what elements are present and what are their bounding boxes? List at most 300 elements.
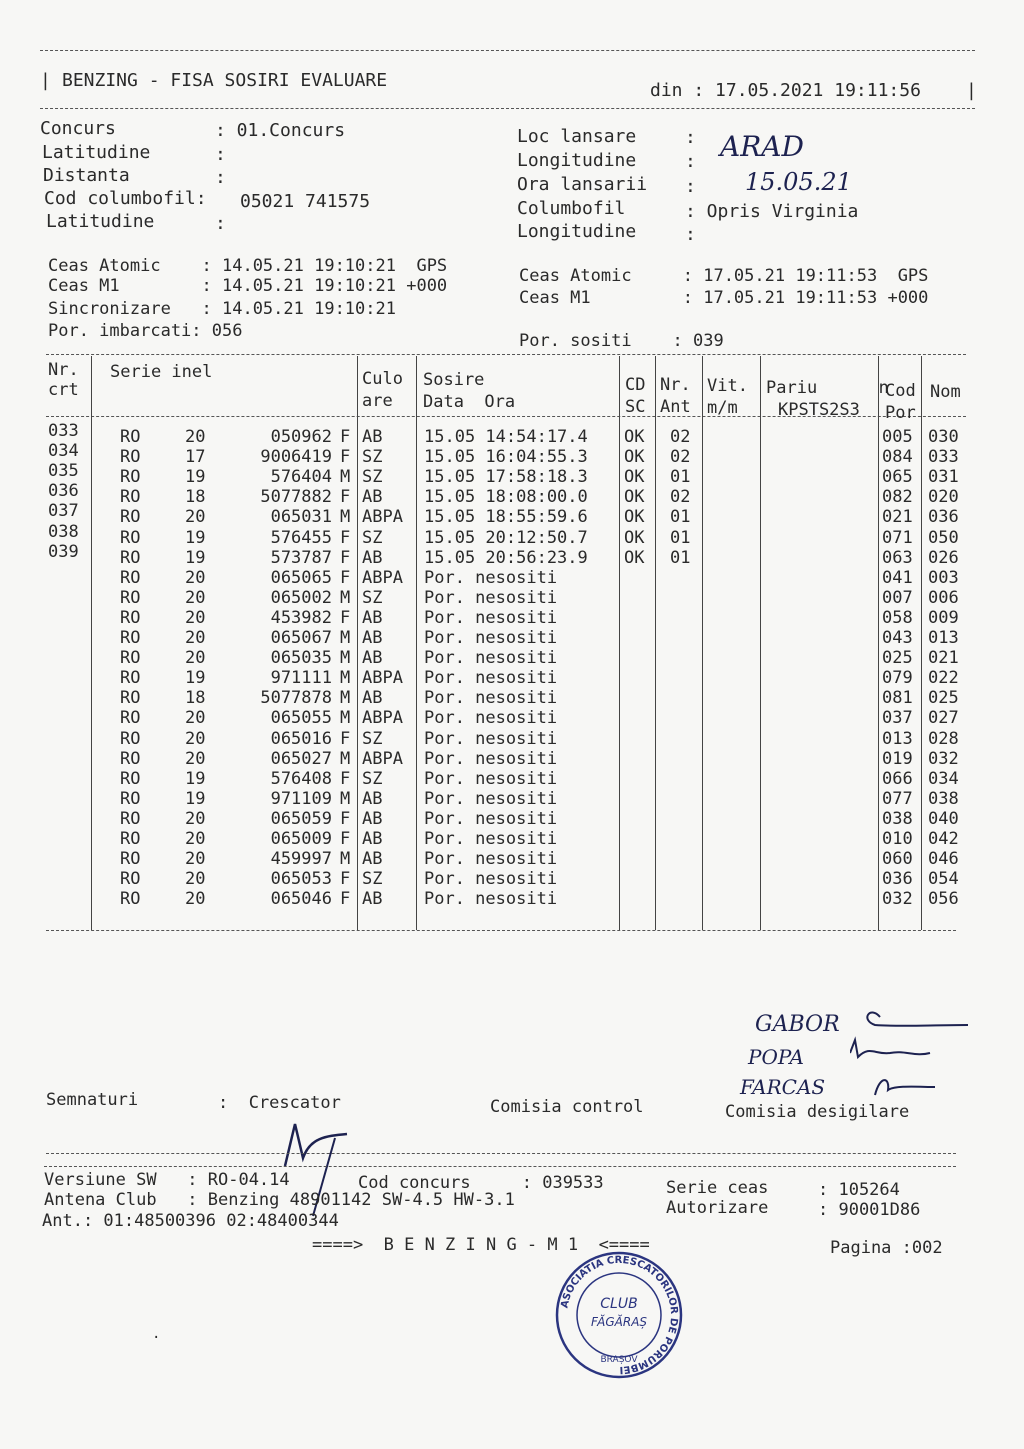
cell-sex: M xyxy=(340,708,351,729)
info-label: Columbofil xyxy=(517,198,626,219)
info-value: : xyxy=(685,224,696,245)
cell-color: AB xyxy=(362,849,383,870)
table-row xyxy=(0,668,1024,688)
cell-color: ABPA xyxy=(362,567,403,588)
cell-arrival: Por. nesositi xyxy=(424,567,558,588)
cell-color: ABPA xyxy=(362,748,403,769)
cell-ring: 573787 xyxy=(270,547,332,568)
cell-nr-ant: 01 xyxy=(670,507,691,528)
cell-nom: 040 xyxy=(928,808,959,829)
cell-nom: 033 xyxy=(928,447,959,468)
cell-arrival: Por. nesositi xyxy=(424,728,558,749)
cell-country: RO xyxy=(120,487,141,508)
cell-arrival: 15.05 17:58:18.3 xyxy=(424,467,588,488)
table-row xyxy=(0,608,1024,628)
footer-serie-ceas-value: : 105264 xyxy=(818,1180,900,1200)
cell-ring: 459997 xyxy=(270,849,332,870)
cell-color: AB xyxy=(362,829,383,849)
cell-year: 19 xyxy=(185,788,206,809)
footer-version: Versiune SW : RO-04.14 xyxy=(44,1170,290,1190)
cell-cod-por: 019 xyxy=(882,748,913,769)
cell-cod-por: 007 xyxy=(882,587,913,608)
signature-comisia-control: Comisia control xyxy=(490,1097,644,1117)
cell-cod-por: 066 xyxy=(882,768,913,789)
cell-sex: F xyxy=(340,869,351,890)
cell-sex: M xyxy=(340,648,351,669)
cell-ring: 453982 xyxy=(270,607,332,628)
cell-nr-crt: 035 xyxy=(48,461,79,482)
cell-nom: 032 xyxy=(928,748,959,769)
cell-year: 20 xyxy=(185,829,206,849)
cell-cd-sc: OK xyxy=(624,487,645,508)
cell-arrival: 15.05 18:08:00.0 xyxy=(424,487,588,508)
cell-year: 20 xyxy=(185,748,206,769)
cell-color: AB xyxy=(362,547,383,568)
cell-country: RO xyxy=(120,668,141,689)
table-row xyxy=(0,421,1024,447)
cell-arrival: Por. nesositi xyxy=(424,849,558,870)
cell-country: RO xyxy=(120,768,141,789)
cell-arrival: Por. nesositi xyxy=(424,587,558,608)
cell-year: 20 xyxy=(185,708,206,729)
cell-color: SZ xyxy=(362,467,383,488)
table-row xyxy=(0,568,1024,588)
cell-cod-por: 063 xyxy=(882,547,913,568)
commission-signature-strokes xyxy=(850,995,980,1105)
cell-ring: 576455 xyxy=(270,527,332,548)
cell-country: RO xyxy=(120,808,141,829)
clock-left-line: Por. imbarcati: 056 xyxy=(48,321,243,341)
table-row xyxy=(0,729,1024,749)
cell-ring: 065002 xyxy=(270,587,332,608)
footer-cod-concurs: Cod concurs : 039533 xyxy=(358,1173,604,1193)
cell-nom: 022 xyxy=(928,668,959,689)
cell-cod-por: 010 xyxy=(882,829,913,849)
cell-nom: 009 xyxy=(928,607,959,628)
info-label: Longitudine xyxy=(517,150,637,171)
cell-color: SZ xyxy=(362,527,383,548)
info-label: Concurs xyxy=(40,118,116,139)
cell-arrival: Por. nesositi xyxy=(424,869,558,890)
cell-sex: F xyxy=(340,889,351,910)
cell-country: RO xyxy=(120,788,141,809)
cell-ring: 065009 xyxy=(270,829,332,849)
table-row xyxy=(0,628,1024,648)
cell-year: 20 xyxy=(185,648,206,669)
cell-color: AB xyxy=(362,607,383,628)
cell-cod-por: 082 xyxy=(882,487,913,508)
cell-color: ABPA xyxy=(362,507,403,528)
footer-autorizare-label: Autorizare xyxy=(666,1198,769,1218)
header-culoare: Culo are xyxy=(362,369,403,411)
cell-year: 20 xyxy=(185,607,206,628)
table-row xyxy=(0,889,1024,909)
cell-cd-sc: OK xyxy=(624,547,645,568)
cell-arrival: Por. nesositi xyxy=(424,808,558,829)
table-row xyxy=(0,501,1024,528)
cell-cd-sc: OK xyxy=(624,527,645,548)
header-top-rule xyxy=(40,50,975,51)
cell-ring: 065035 xyxy=(270,648,332,669)
cell-color: SZ xyxy=(362,587,383,608)
cell-cod-por: 065 xyxy=(882,467,913,488)
footer-serie-ceas-label: Serie ceas xyxy=(666,1178,769,1198)
cell-country: RO xyxy=(120,869,141,890)
header-nr-ant: Nr. Ant xyxy=(660,375,691,417)
cell-country: RO xyxy=(120,447,141,468)
cell-arrival: Por. nesositi xyxy=(424,768,558,789)
cell-country: RO xyxy=(120,547,141,568)
cell-nr-crt: 039 xyxy=(48,541,79,562)
cell-nr-ant: 02 xyxy=(670,427,691,447)
header-cd-sc: CD SC xyxy=(625,375,646,417)
stray-dot: . xyxy=(152,1326,161,1342)
cell-ring: 065059 xyxy=(270,808,332,829)
cell-ring: 065046 xyxy=(270,889,332,910)
cell-nr-ant: 02 xyxy=(670,447,691,468)
cell-nr-crt: 033 xyxy=(48,421,79,441)
cell-cod-por: 025 xyxy=(882,648,913,669)
cell-arrival: Por. nesositi xyxy=(424,648,558,669)
cell-color: ABPA xyxy=(362,668,403,689)
cell-year: 20 xyxy=(185,628,206,648)
cell-ring: 9006419 xyxy=(260,447,332,468)
signature-crescator: : Crescator xyxy=(218,1093,341,1113)
cell-cod-por: 013 xyxy=(882,728,913,749)
handwritten-loc-lansare: ARAD xyxy=(720,130,804,163)
cell-nom: 027 xyxy=(928,708,959,729)
info-value: : xyxy=(215,213,226,234)
table-row xyxy=(0,481,1024,508)
table-row xyxy=(0,461,1024,488)
cell-nom: 021 xyxy=(928,648,959,669)
cell-year: 19 xyxy=(185,547,206,568)
cell-nom: 034 xyxy=(928,768,959,789)
cell-sex: F xyxy=(340,808,351,829)
cell-arrival: 15.05 20:12:50.7 xyxy=(424,527,588,548)
table-row xyxy=(0,521,1024,548)
cell-nom: 003 xyxy=(928,567,959,588)
cell-nom: 028 xyxy=(928,728,959,749)
cell-nom: 031 xyxy=(928,467,959,488)
cell-nom: 054 xyxy=(928,869,959,890)
cell-cod-por: 084 xyxy=(882,447,913,468)
club-stamp xyxy=(554,1250,684,1380)
cell-year: 20 xyxy=(185,587,206,608)
table-bottom-rule xyxy=(46,930,956,931)
info-value: 05021 741575 xyxy=(240,191,371,212)
cell-country: RO xyxy=(120,748,141,769)
stamp-outer-text: ASOCIATIA CRESCATORILOR DE PORUMBEI xyxy=(559,1254,680,1376)
cell-cd-sc: OK xyxy=(624,467,645,488)
cell-country: RO xyxy=(120,527,141,548)
cell-sex: M xyxy=(340,668,351,689)
cell-sex: F xyxy=(340,547,351,568)
info-value: : xyxy=(685,127,696,148)
cell-ring: 065067 xyxy=(270,628,332,648)
header-nom: Nom xyxy=(930,382,961,402)
cell-cod-por: 079 xyxy=(882,668,913,689)
cell-sex: F xyxy=(340,427,351,447)
cell-country: RO xyxy=(120,648,141,669)
cell-year: 19 xyxy=(185,467,206,488)
table-row xyxy=(0,869,1024,889)
footer-rule xyxy=(44,1166,956,1167)
cell-country: RO xyxy=(120,628,141,648)
cell-year: 20 xyxy=(185,427,206,447)
cell-cod-por: 037 xyxy=(882,708,913,729)
cell-nom: 042 xyxy=(928,829,959,849)
cell-country: RO xyxy=(120,567,141,588)
cell-sex: F xyxy=(340,527,351,548)
cell-nom: 038 xyxy=(928,788,959,809)
info-value: : xyxy=(215,144,226,165)
cell-country: RO xyxy=(120,708,141,729)
table-row xyxy=(0,441,1024,468)
footer-antena: Antena Club : Benzing 48901142 SW-4.5 HW-3.1 xyxy=(44,1190,515,1210)
cell-country: RO xyxy=(120,467,141,488)
cell-ring: 065031 xyxy=(270,507,332,528)
header-cod-por: Cod Por xyxy=(885,381,916,423)
header-serie-inel: Serie inel xyxy=(110,362,213,382)
cell-color: AB xyxy=(362,688,383,709)
clock-right-line: Ceas Atomic : 17.05.21 19:11:53 GPS xyxy=(519,266,929,286)
cell-country: RO xyxy=(120,688,141,709)
page-title: BENZING - FISA SOSIRI EVALUARE xyxy=(62,70,388,91)
cell-color: SZ xyxy=(362,768,383,789)
cell-sex: F xyxy=(340,768,351,789)
table-row xyxy=(0,829,1024,849)
cell-sex: M xyxy=(340,587,351,608)
table-row xyxy=(0,769,1024,789)
cell-sex: F xyxy=(340,607,351,628)
cell-year: 20 xyxy=(185,849,206,870)
cell-country: RO xyxy=(120,427,141,447)
cell-cod-por: 032 xyxy=(882,889,913,910)
table-row xyxy=(0,588,1024,608)
cell-nom: 026 xyxy=(928,547,959,568)
table-row xyxy=(0,688,1024,708)
cell-sex: M xyxy=(340,849,351,870)
cell-year: 20 xyxy=(185,808,206,829)
cell-color: AB xyxy=(362,808,383,829)
info-label: Longitudine xyxy=(517,221,637,242)
cell-cod-por: 058 xyxy=(882,607,913,628)
cell-year: 20 xyxy=(185,728,206,749)
cell-color: SZ xyxy=(362,869,383,890)
cell-arrival: Por. nesositi xyxy=(424,607,558,628)
cell-sex: F xyxy=(340,728,351,749)
cell-arrival: Por. nesositi xyxy=(424,829,558,849)
table-row xyxy=(0,541,1024,568)
stamp-city: FĂGĂRAȘ xyxy=(590,1315,648,1329)
table-row xyxy=(0,789,1024,809)
cell-sex: M xyxy=(340,507,351,528)
header-bottom-rule xyxy=(40,108,975,109)
table-row xyxy=(0,749,1024,769)
cell-ring: 050962 xyxy=(270,427,332,447)
cell-arrival: 15.05 16:04:55.3 xyxy=(424,447,588,468)
cell-country: RO xyxy=(120,507,141,528)
clock-right-line: Ceas M1 : 17.05.21 19:11:53 +000 xyxy=(519,288,929,308)
cell-nr-crt: 038 xyxy=(48,521,79,542)
cell-color: AB xyxy=(362,788,383,809)
cell-arrival: 15.05 18:55:59.6 xyxy=(424,507,588,528)
footer-autorizare-value: : 90001D86 xyxy=(818,1200,921,1220)
cell-year: 18 xyxy=(185,688,206,709)
stamp-club: CLUB xyxy=(600,1296,638,1312)
cell-arrival: Por. nesositi xyxy=(424,708,558,729)
cell-ring: 576404 xyxy=(270,467,332,488)
table-row xyxy=(0,849,1024,869)
page-number: Pagina :002 xyxy=(830,1238,943,1258)
header-vit: Vit. m/m xyxy=(707,376,748,418)
cell-cod-por: 043 xyxy=(882,628,913,648)
cell-color: AB xyxy=(362,648,383,669)
cell-color: SZ xyxy=(362,447,383,468)
signature-comisia-desigilare: Comisia desigilare xyxy=(725,1102,910,1122)
cell-color: ABPA xyxy=(362,708,403,729)
cell-ring: 065055 xyxy=(270,708,332,729)
table-row xyxy=(0,648,1024,668)
cell-nom: 056 xyxy=(928,889,959,910)
table-row xyxy=(0,708,1024,728)
cell-sex: F xyxy=(340,447,351,468)
table-top-rule xyxy=(46,354,966,355)
clock-left-line: Sincronizare : 14.05.21 19:10:21 xyxy=(48,299,396,319)
cell-color: AB xyxy=(362,427,383,447)
cell-ring: 971111 xyxy=(270,668,332,689)
cell-cod-por: 060 xyxy=(882,849,913,870)
cell-cod-por: 021 xyxy=(882,507,913,528)
cell-ring: 065053 xyxy=(270,869,332,890)
cell-arrival: 15.05 14:54:17.4 xyxy=(424,427,588,447)
info-label: Distanta xyxy=(43,165,130,186)
info-value: : 01.Concurs xyxy=(215,120,346,141)
cell-nom: 006 xyxy=(928,587,959,608)
cell-nom: 020 xyxy=(928,487,959,508)
cell-nom: 036 xyxy=(928,507,959,528)
cell-nom: 013 xyxy=(928,628,959,648)
cell-nr-ant: 01 xyxy=(670,467,691,488)
cell-cod-por: 038 xyxy=(882,808,913,829)
table-row xyxy=(0,809,1024,829)
info-value: : xyxy=(685,151,696,172)
header-nr-crt: Nr. crt xyxy=(48,360,79,400)
cell-cod-por: 036 xyxy=(882,869,913,890)
info-value: : Opris Virginia xyxy=(685,201,859,222)
cell-year: 19 xyxy=(185,768,206,789)
cell-nr-crt: 036 xyxy=(48,481,79,502)
cell-sex: F xyxy=(340,487,351,508)
cell-sex: M xyxy=(340,788,351,809)
signature-name: POPA xyxy=(748,1045,804,1069)
info-value: : xyxy=(685,176,696,197)
cell-year: 20 xyxy=(185,889,206,910)
cell-cod-por: 081 xyxy=(882,688,913,709)
cell-country: RO xyxy=(120,728,141,749)
cell-color: AB xyxy=(362,628,383,648)
cell-arrival: 15.05 20:56:23.9 xyxy=(424,547,588,568)
cell-arrival: Por. nesositi xyxy=(424,628,558,648)
cell-color: SZ xyxy=(362,728,383,749)
cell-color: AB xyxy=(362,889,383,910)
cell-color: AB xyxy=(362,487,383,508)
cell-ring: 065065 xyxy=(270,567,332,588)
cell-year: 19 xyxy=(185,527,206,548)
cell-nr-ant: 01 xyxy=(670,547,691,568)
info-value: : xyxy=(215,167,226,188)
cell-year: 20 xyxy=(185,869,206,890)
cell-nom: 030 xyxy=(928,427,959,447)
cell-ring: 5077878 xyxy=(260,688,332,709)
info-label: Latitudine xyxy=(42,142,151,163)
footer-banner: ====> B E N Z I N G - M 1 <==== xyxy=(312,1235,650,1255)
por-sositi: Por. sositi : 039 xyxy=(519,331,724,351)
cell-sex: M xyxy=(340,467,351,488)
cell-nom: 050 xyxy=(928,527,959,548)
cell-ring: 065016 xyxy=(270,728,332,749)
cell-country: RO xyxy=(120,889,141,910)
cell-ring: 5077882 xyxy=(260,487,332,508)
signatures-label: Semnaturi xyxy=(46,1090,139,1110)
report-date: din : 17.05.2021 19:11:56 xyxy=(650,80,921,101)
clock-left-line: Ceas M1 : 14.05.21 19:10:21 +000 xyxy=(48,276,448,296)
cell-cod-por: 041 xyxy=(882,567,913,588)
footer-ant: Ant.: 01:48500396 02:48400344 xyxy=(42,1211,339,1231)
cell-year: 20 xyxy=(185,507,206,528)
cell-arrival: Por. nesositi xyxy=(424,688,558,709)
cell-sex: M xyxy=(340,688,351,709)
cell-nr-ant: 02 xyxy=(670,487,691,508)
header-left-bar: | xyxy=(40,70,51,91)
cell-cd-sc: OK xyxy=(624,447,645,468)
cell-year: 19 xyxy=(185,668,206,689)
signature-name: FARCAS xyxy=(740,1075,826,1099)
cell-nr-crt: 037 xyxy=(48,501,79,522)
cell-arrival: Por. nesositi xyxy=(424,668,558,689)
header-pariu: Pariu n KPSTS2S3 xyxy=(766,378,889,420)
cell-arrival: Por. nesositi xyxy=(424,889,558,910)
cell-country: RO xyxy=(120,607,141,628)
stamp-bottom: BRAȘOV xyxy=(600,1355,638,1365)
clock-left-line: Ceas Atomic : 14.05.21 19:10:21 GPS xyxy=(48,256,448,276)
handwritten-ora-lansarii: 15.05.21 xyxy=(745,168,852,196)
cell-country: RO xyxy=(120,829,141,849)
cell-ring: 576408 xyxy=(270,768,332,789)
info-label: Latitudine xyxy=(46,211,155,232)
cell-sex: M xyxy=(340,628,351,648)
cell-cd-sc: OK xyxy=(624,507,645,528)
info-label: Cod columbofil: xyxy=(44,188,207,209)
cell-arrival: Por. nesositi xyxy=(424,748,558,769)
header-right-bar: | xyxy=(966,80,977,101)
cell-sex: M xyxy=(340,748,351,769)
cell-nom: 046 xyxy=(928,849,959,870)
cell-ring: 065027 xyxy=(270,748,332,769)
cell-country: RO xyxy=(120,849,141,870)
cell-year: 18 xyxy=(185,487,206,508)
footer-top-rule xyxy=(46,1153,956,1154)
cell-cd-sc: OK xyxy=(624,427,645,447)
cell-cod-por: 071 xyxy=(882,527,913,548)
signature-name: GABOR xyxy=(755,1012,840,1037)
cell-country: RO xyxy=(120,587,141,608)
info-label: Ora lansarii xyxy=(517,174,648,195)
cell-nr-ant: 01 xyxy=(670,527,691,548)
cell-cod-por: 077 xyxy=(882,788,913,809)
cell-year: 20 xyxy=(185,567,206,588)
